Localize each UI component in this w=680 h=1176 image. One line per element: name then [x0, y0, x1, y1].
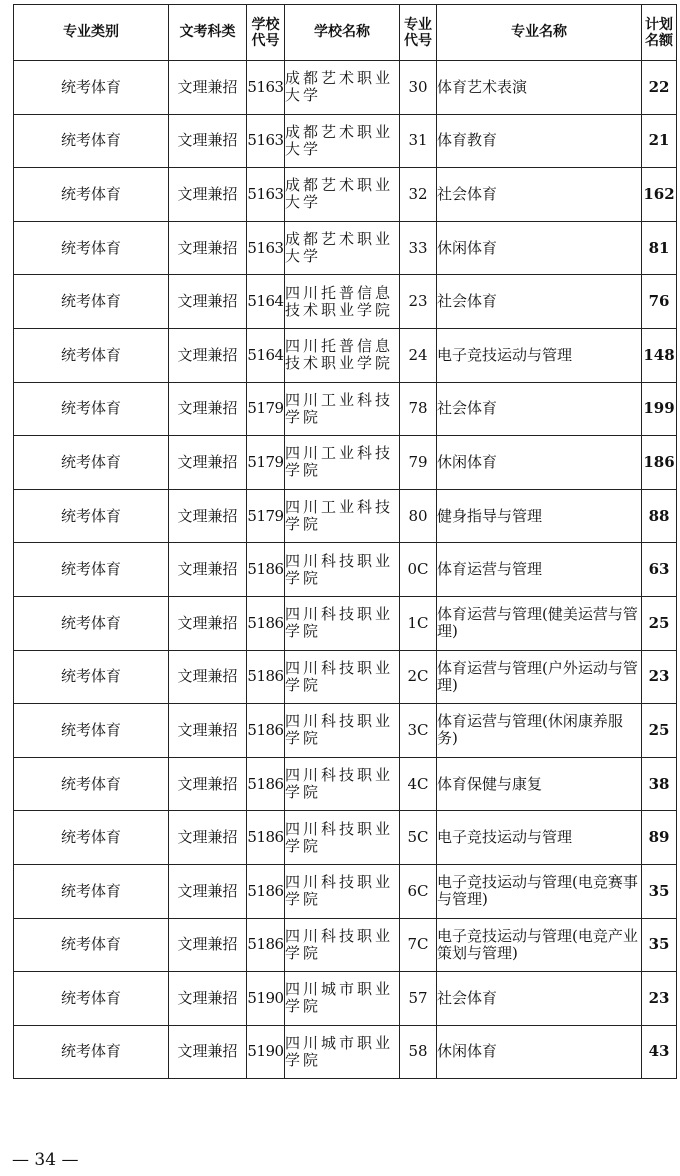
table-row	[14, 596, 677, 650]
cell-major-name: 社会体育	[437, 972, 642, 1026]
cell-major-name: 电子竞技运动与管理(电竞产业策划与管理)	[437, 918, 642, 972]
cell-category: 统考体育	[14, 650, 169, 704]
cell-subject: 文理兼招	[169, 864, 247, 918]
cell-category: 统考体育	[14, 972, 169, 1026]
cell-subject: 文理兼招	[169, 704, 247, 758]
cell-subject: 文理兼招	[169, 811, 247, 865]
cell-major-code: 4C	[400, 757, 437, 811]
cell-subject: 文理兼招	[169, 436, 247, 490]
cell-school-code: 5186	[247, 918, 285, 972]
cell-subject: 文理兼招	[169, 221, 247, 275]
cell-quota: 63	[642, 543, 677, 597]
cell-school-name: 四川科技职业学院	[285, 757, 400, 811]
cell-major-name: 健身指导与管理	[437, 489, 642, 543]
cell-school-name: 成都艺术职业大学	[285, 114, 400, 168]
header-major-name: 专业名称	[437, 5, 642, 61]
cell-school-name: 四川工业科技学院	[285, 436, 400, 490]
cell-major-code: 0C	[400, 543, 437, 597]
table-row	[14, 650, 677, 704]
cell-category: 统考体育	[14, 1025, 169, 1079]
cell-school-code: 5164	[247, 328, 285, 382]
cell-quota: 35	[642, 918, 677, 972]
cell-quota: 38	[642, 757, 677, 811]
table-body	[14, 61, 677, 1079]
cell-subject: 文理兼招	[169, 650, 247, 704]
cell-school-name: 四川科技职业学院	[285, 918, 400, 972]
table-row	[14, 489, 677, 543]
cell-quota: 23	[642, 972, 677, 1026]
cell-quota: 23	[642, 650, 677, 704]
cell-school-code: 5186	[247, 543, 285, 597]
cell-major-code: 24	[400, 328, 437, 382]
cell-school-name: 成都艺术职业大学	[285, 61, 400, 115]
table-row	[14, 864, 677, 918]
cell-category: 统考体育	[14, 596, 169, 650]
cell-quota: 81	[642, 221, 677, 275]
header-school-name: 学校名称	[285, 5, 400, 61]
table-row	[14, 168, 677, 222]
cell-quota: 25	[642, 704, 677, 758]
cell-school-name: 四川科技职业学院	[285, 704, 400, 758]
cell-school-name: 四川城市职业学院	[285, 972, 400, 1026]
cell-school-code: 5186	[247, 650, 285, 704]
cell-subject: 文理兼招	[169, 61, 247, 115]
cell-major-code: 6C	[400, 864, 437, 918]
cell-school-code: 5163	[247, 61, 285, 115]
header-quota: 计划名额	[642, 5, 677, 61]
cell-quota: 21	[642, 114, 677, 168]
cell-category: 统考体育	[14, 489, 169, 543]
cell-quota: 43	[642, 1025, 677, 1079]
cell-major-code: 79	[400, 436, 437, 490]
table-row	[14, 221, 677, 275]
cell-school-code: 5163	[247, 168, 285, 222]
cell-major-name: 休闲体育	[437, 1025, 642, 1079]
cell-major-name: 休闲体育	[437, 221, 642, 275]
cell-subject: 文理兼招	[169, 328, 247, 382]
cell-category: 统考体育	[14, 704, 169, 758]
table-row	[14, 382, 677, 436]
table-row	[14, 61, 677, 115]
header-school-code: 学校代号	[247, 5, 285, 61]
header-row	[14, 5, 677, 61]
cell-subject: 文理兼招	[169, 757, 247, 811]
cell-major-code: 80	[400, 489, 437, 543]
header-major-code: 专业代号	[400, 5, 437, 61]
cell-category: 统考体育	[14, 114, 169, 168]
cell-major-code: 58	[400, 1025, 437, 1079]
cell-category: 统考体育	[14, 382, 169, 436]
cell-school-code: 5164	[247, 275, 285, 329]
cell-school-code: 5186	[247, 864, 285, 918]
cell-quota: 35	[642, 864, 677, 918]
cell-quota: 25	[642, 596, 677, 650]
cell-quota: 22	[642, 61, 677, 115]
table-row	[14, 1025, 677, 1079]
cell-school-name: 四川工业科技学院	[285, 382, 400, 436]
cell-major-code: 3C	[400, 704, 437, 758]
cell-category: 统考体育	[14, 168, 169, 222]
cell-quota: 162	[642, 168, 677, 222]
table-row	[14, 704, 677, 758]
cell-category: 统考体育	[14, 221, 169, 275]
table-row	[14, 918, 677, 972]
cell-school-code: 5179	[247, 436, 285, 490]
table-row	[14, 757, 677, 811]
cell-major-name: 体育保健与康复	[437, 757, 642, 811]
table-row	[14, 275, 677, 329]
cell-major-name: 电子竞技运动与管理(电竞赛事与管理)	[437, 864, 642, 918]
cell-major-code: 33	[400, 221, 437, 275]
cell-subject: 文理兼招	[169, 972, 247, 1026]
cell-school-code: 5163	[247, 114, 285, 168]
cell-school-name: 四川托普信息技术职业学院	[285, 275, 400, 329]
cell-major-code: 1C	[400, 596, 437, 650]
cell-major-name: 体育教育	[437, 114, 642, 168]
cell-school-code: 5186	[247, 596, 285, 650]
cell-major-code: 32	[400, 168, 437, 222]
cell-school-code: 5186	[247, 811, 285, 865]
cell-category: 统考体育	[14, 61, 169, 115]
cell-major-code: 7C	[400, 918, 437, 972]
cell-major-name: 电子竞技运动与管理	[437, 328, 642, 382]
cell-major-name: 体育运营与管理(休闲康养服务)	[437, 704, 642, 758]
cell-school-name: 四川托普信息技术职业学院	[285, 328, 400, 382]
cell-category: 统考体育	[14, 543, 169, 597]
cell-major-name: 休闲体育	[437, 436, 642, 490]
cell-major-name: 社会体育	[437, 168, 642, 222]
table-row	[14, 436, 677, 490]
cell-school-name: 四川城市职业学院	[285, 1025, 400, 1079]
cell-school-name: 四川科技职业学院	[285, 650, 400, 704]
cell-subject: 文理兼招	[169, 168, 247, 222]
cell-quota: 199	[642, 382, 677, 436]
cell-major-name: 体育运营与管理	[437, 543, 642, 597]
cell-major-name: 体育艺术表演	[437, 61, 642, 115]
cell-school-code: 5190	[247, 972, 285, 1026]
cell-school-code: 5186	[247, 757, 285, 811]
cell-subject: 文理兼招	[169, 114, 247, 168]
table-row	[14, 114, 677, 168]
cell-major-name: 社会体育	[437, 382, 642, 436]
cell-subject: 文理兼招	[169, 918, 247, 972]
table-row	[14, 972, 677, 1026]
cell-school-code: 5179	[247, 382, 285, 436]
cell-major-code: 57	[400, 972, 437, 1026]
header-subject: 文考科类	[169, 5, 247, 61]
table-row	[14, 811, 677, 865]
cell-subject: 文理兼招	[169, 382, 247, 436]
cell-school-name: 四川科技职业学院	[285, 811, 400, 865]
cell-major-code: 2C	[400, 650, 437, 704]
cell-major-code: 78	[400, 382, 437, 436]
cell-category: 统考体育	[14, 436, 169, 490]
cell-major-code: 30	[400, 61, 437, 115]
cell-subject: 文理兼招	[169, 1025, 247, 1079]
cell-major-code: 23	[400, 275, 437, 329]
cell-school-code: 5179	[247, 489, 285, 543]
cell-category: 统考体育	[14, 918, 169, 972]
cell-school-code: 5190	[247, 1025, 285, 1079]
cell-quota: 89	[642, 811, 677, 865]
cell-school-name: 四川科技职业学院	[285, 596, 400, 650]
table-row	[14, 543, 677, 597]
cell-subject: 文理兼招	[169, 275, 247, 329]
cell-major-name: 体育运营与管理(户外运动与管理)	[437, 650, 642, 704]
cell-school-name: 四川科技职业学院	[285, 543, 400, 597]
cell-school-code: 5186	[247, 704, 285, 758]
cell-school-name: 成都艺术职业大学	[285, 221, 400, 275]
cell-subject: 文理兼招	[169, 596, 247, 650]
cell-major-name: 体育运营与管理(健美运营与管理)	[437, 596, 642, 650]
cell-major-name: 电子竞技运动与管理	[437, 811, 642, 865]
cell-quota: 76	[642, 275, 677, 329]
cell-major-name: 社会体育	[437, 275, 642, 329]
cell-category: 统考体育	[14, 328, 169, 382]
page-number: — 34 —	[12, 1150, 79, 1170]
cell-category: 统考体育	[14, 757, 169, 811]
cell-quota: 148	[642, 328, 677, 382]
cell-category: 统考体育	[14, 864, 169, 918]
cell-major-code: 31	[400, 114, 437, 168]
cell-school-name: 成都艺术职业大学	[285, 168, 400, 222]
admission-plan-table	[13, 4, 677, 1079]
cell-school-code: 5163	[247, 221, 285, 275]
cell-school-name: 四川工业科技学院	[285, 489, 400, 543]
cell-school-name: 四川科技职业学院	[285, 864, 400, 918]
cell-category: 统考体育	[14, 275, 169, 329]
cell-major-code: 5C	[400, 811, 437, 865]
cell-quota: 88	[642, 489, 677, 543]
cell-subject: 文理兼招	[169, 543, 247, 597]
table-row	[14, 328, 677, 382]
cell-subject: 文理兼招	[169, 489, 247, 543]
header-category: 专业类别	[14, 5, 169, 61]
cell-quota: 186	[642, 436, 677, 490]
cell-category: 统考体育	[14, 811, 169, 865]
